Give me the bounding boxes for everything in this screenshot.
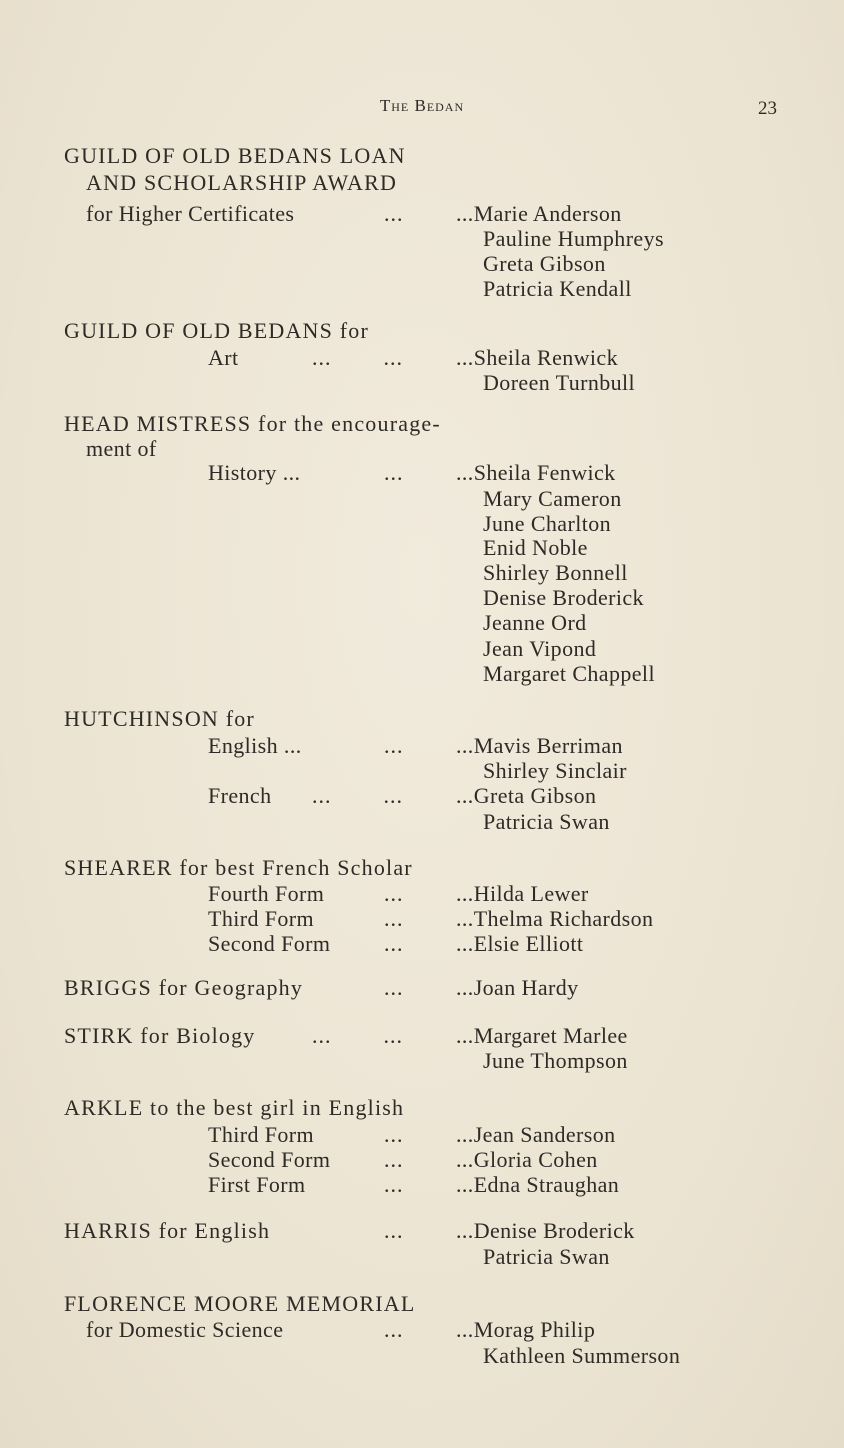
recipient-name: ...Denise Broderick <box>456 1218 635 1243</box>
award-heading: STIRK for Biology <box>64 1023 256 1048</box>
recipient-name: ...Hilda Lewer <box>456 881 589 906</box>
recipient-name: ...Marie Anderson <box>456 201 622 226</box>
recipient-name: ...Morag Philip <box>456 1317 596 1342</box>
leader-dots: ... ... <box>312 783 403 808</box>
award-heading: AND SCHOLARSHIP AWARD <box>86 170 398 195</box>
recipient-name: Denise Broderick <box>483 585 644 610</box>
award-heading: SHEARER for best French Scholar <box>64 855 413 880</box>
recipient-name: Mary Cameron <box>483 486 622 511</box>
leader-dots: ... <box>384 931 404 956</box>
recipient-name: Patricia Swan <box>483 1244 610 1269</box>
leader-dots: ... <box>384 906 404 931</box>
award-heading: GUILD OF OLD BEDANS LOAN <box>64 143 406 168</box>
award-subject: Fourth Form <box>208 881 325 906</box>
leader-dots: ... <box>384 460 404 485</box>
recipient-name: ...Jean Sanderson <box>456 1122 616 1147</box>
recipient-name: ...Greta Gibson <box>456 783 597 808</box>
recipient-name: Jeanne Ord <box>483 610 587 635</box>
award-heading: HUTCHINSON for <box>64 706 255 731</box>
leader-dots: ... <box>384 881 404 906</box>
award-subject: for Higher Certificates <box>86 201 295 226</box>
award-subject: English ... <box>208 733 302 758</box>
recipient-name: Pauline Humphreys <box>483 226 664 251</box>
recipient-name: ...Gloria Cohen <box>456 1147 598 1172</box>
recipient-name: ...Margaret Marlee <box>456 1023 628 1048</box>
leader-dots: ... <box>384 1122 404 1147</box>
recipient-name: ...Mavis Berriman <box>456 733 623 758</box>
award-subject: Second Form <box>208 1147 331 1172</box>
recipient-name: ...Thelma Richardson <box>456 906 654 931</box>
award-subject: Second Form <box>208 931 331 956</box>
recipient-name: Patricia Swan <box>483 809 610 834</box>
award-heading: BRIGGS for Geography <box>64 975 304 1000</box>
leader-dots: ... <box>384 975 404 1000</box>
recipient-name: Kathleen Summerson <box>483 1343 681 1368</box>
award-heading: HARRIS for English <box>64 1218 271 1243</box>
award-heading: ment of <box>86 436 157 461</box>
award-subject: Third Form <box>208 906 315 931</box>
recipient-name: ...Elsie Elliott <box>456 931 584 956</box>
leader-dots: ... ... <box>312 345 403 370</box>
recipient-name: Shirley Bonnell <box>483 560 628 585</box>
award-heading: FLORENCE MOORE MEMORIAL <box>64 1291 416 1316</box>
recipient-name: Greta Gibson <box>483 251 606 276</box>
leader-dots: ... <box>384 1172 404 1197</box>
award-heading: HEAD MISTRESS for the encourage- <box>64 411 441 436</box>
leader-dots: ... <box>384 201 404 226</box>
leader-dots: ... <box>384 733 404 758</box>
recipient-name: Margaret Chappell <box>483 661 655 686</box>
recipient-name: June Charlton <box>483 511 612 536</box>
award-heading: ARKLE to the best girl in English <box>64 1095 405 1120</box>
award-heading: GUILD OF OLD BEDANS for <box>64 318 370 343</box>
recipient-name: ...Edna Straughan <box>456 1172 620 1197</box>
recipient-name: ...Sheila Renwick <box>456 345 618 370</box>
recipient-name: Shirley Sinclair <box>483 758 627 783</box>
leader-dots: ... ... <box>312 1023 403 1048</box>
leader-dots: ... <box>384 1317 404 1342</box>
running-header-title: The Bedan <box>379 96 465 115</box>
award-subject: for Domestic Science <box>86 1317 284 1342</box>
leader-dots: ... <box>384 1147 404 1172</box>
recipient-name: June Thompson <box>483 1048 628 1073</box>
recipient-name: Patricia Kendall <box>483 276 632 301</box>
award-subject: Art <box>208 345 239 370</box>
page-number: 23 <box>758 98 777 119</box>
award-subject: Third Form <box>208 1122 315 1147</box>
recipient-name: ...Joan Hardy <box>456 975 579 1000</box>
recipient-name: Enid Noble <box>483 535 588 560</box>
recipient-name: Doreen Turnbull <box>483 370 636 395</box>
award-subject: French <box>208 783 272 808</box>
award-subject: History ... <box>208 460 301 485</box>
leader-dots: ... <box>384 1218 404 1243</box>
recipient-name: Jean Vipond <box>483 636 597 661</box>
recipient-name: ...Sheila Fenwick <box>456 460 616 485</box>
award-subject: First Form <box>208 1172 306 1197</box>
